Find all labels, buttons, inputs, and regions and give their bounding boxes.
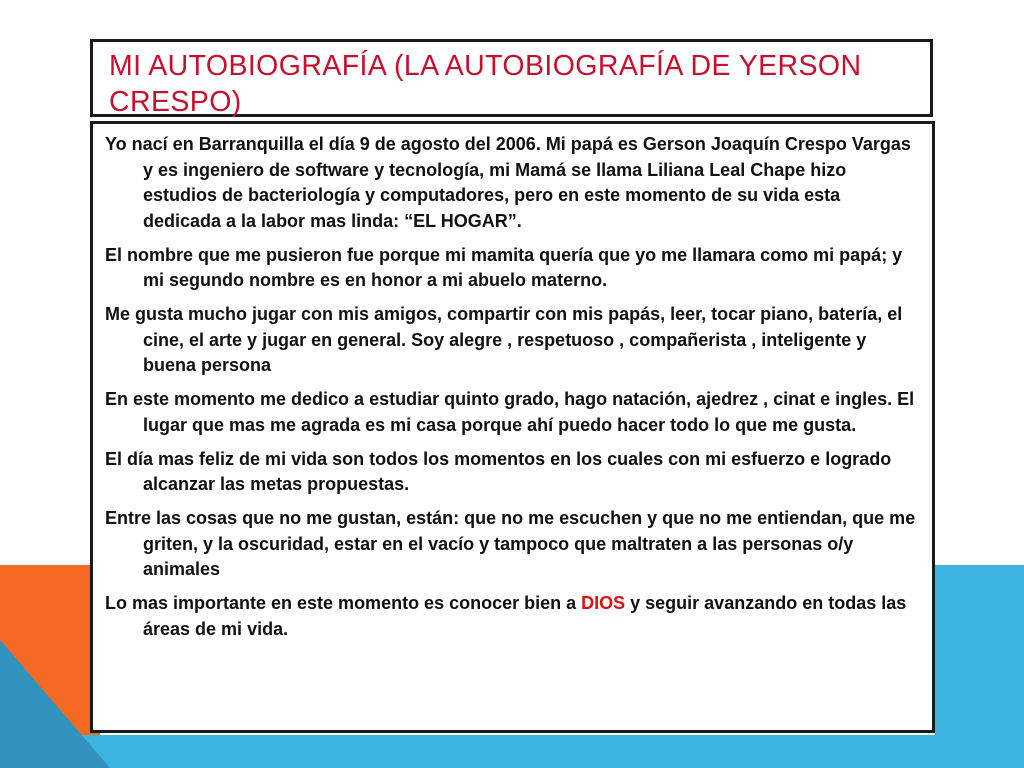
paragraph-activities: En este momento me dedico a estudiar quinto grado, hago natación, ajedrez , cinat e ingles. El lugar que mas me agrada es mi casa porque ahí puedo hacer todo lo que me gusta. [105,389,915,435]
bottom-blue-band [0,735,1024,768]
paragraph-hobbies: Me gusta mucho jugar con mis amigos, compartir con mis papás, leer, tocar piano, batería, el cine, el arte y jugar en general. Soy alegre , respetuoso , compañerista , inteligente y buena persona [105,304,903,375]
paragraph-birth: Yo nací en Barranquilla el día 9 de agosto del 2006. Mi papá es Gerson Joaquín Crespo Vargas y es ingeniero de software y tecnología, mi Mamá se llama Liliana Leal Chape hizo estudios de bacteriología y computadores, pero en este momento de su vida esta dedicada a la labor mas linda: “EL HOGAR”. [105,134,911,231]
title-box [90,39,933,117]
paragraph-name: El nombre que me pusieron fue porque mi mamita quería que yo me llamara como mi papá; y mi segundo nombre es en honor a mi abuelo materno. [105,244,903,290]
paragraph-most-important-start: Lo mas importante en este momento es conocer bien a [105,593,582,613]
paragraph-dislikes: Entre las cosas que no me gustan, están: que no me escuchen y que no me entiendan, que me griten, y la oscuridad, estar en el vacío y tampoco que maltraten a las personas o/y animales [105,508,916,579]
highlight-dios: DIOS [581,593,626,613]
paragraph-happiest-day: El día mas feliz de mi vida son todos los momentos en los cuales con mi esfuerzo e logrado alcanzar las metas propuestas. [105,448,892,494]
body-text-box [90,121,935,733]
paragraph-most-important [105,591,920,642]
paragraph-most-important-end: y seguir avanzando en todas las áreas de mi vida. [143,593,907,639]
slide-title: MI AUTOBIOGRAFÍA (LA AUTOBIOGRAFÍA DE YERSON CRESPO) [109,50,862,118]
